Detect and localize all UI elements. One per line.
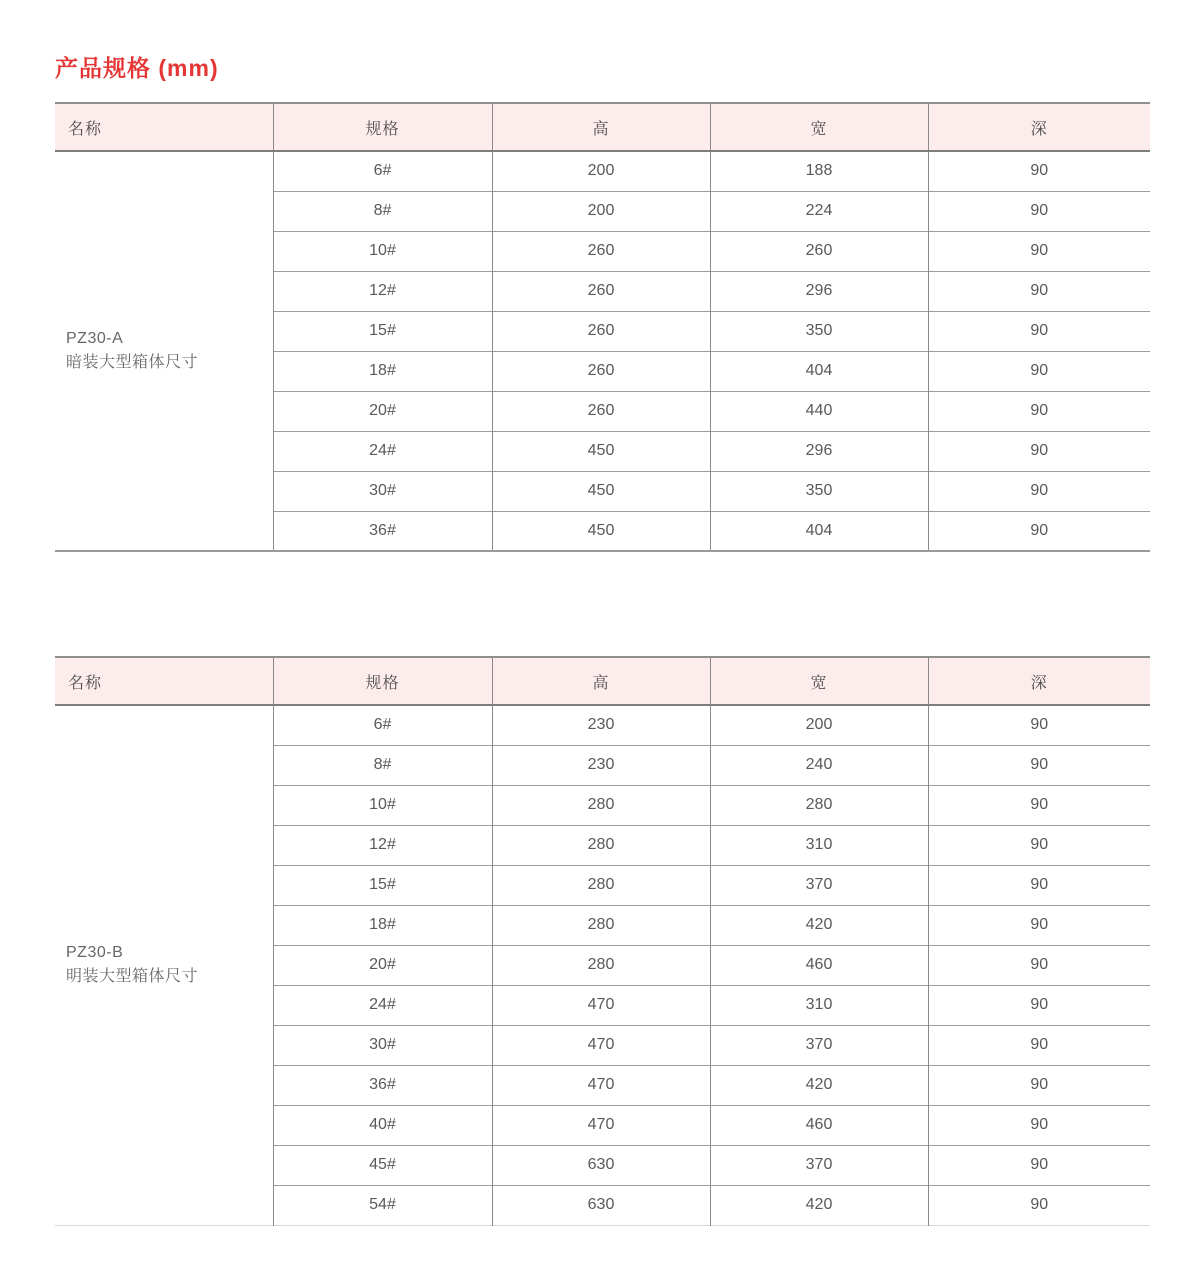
value-cell: 404 [710, 511, 928, 551]
value-cell: 90 [928, 905, 1150, 945]
product-model: PZ30-B [66, 944, 124, 962]
value-cell: 280 [710, 785, 928, 825]
value-cell: 260 [710, 231, 928, 271]
table-row [55, 151, 1150, 191]
value-cell: 40# [273, 1105, 492, 1145]
value-cell: 90 [928, 1145, 1150, 1185]
value-cell: 310 [710, 825, 928, 865]
column-header: 高 [492, 657, 710, 705]
value-cell: 440 [710, 391, 928, 431]
page-title: 产品规格 (mm) [55, 55, 219, 81]
value-cell: 470 [492, 1105, 710, 1145]
value-cell: 90 [928, 471, 1150, 511]
product-model: PZ30-A [66, 330, 124, 347]
value-cell: 450 [492, 511, 710, 551]
column-header: 高 [492, 103, 710, 151]
value-cell: 12# [273, 825, 492, 865]
value-cell: 30# [273, 1025, 492, 1065]
value-cell: 24# [273, 985, 492, 1025]
value-cell: 20# [273, 391, 492, 431]
value-cell: 6# [273, 151, 492, 191]
table-row [55, 705, 1150, 745]
value-cell: 460 [710, 945, 928, 985]
column-header: 深 [928, 657, 1150, 705]
value-cell: 350 [710, 471, 928, 511]
value-cell: 15# [273, 865, 492, 905]
value-cell: 24# [273, 431, 492, 471]
value-cell: 90 [928, 785, 1150, 825]
value-cell: 200 [710, 705, 928, 745]
value-cell: 90 [928, 231, 1150, 271]
column-header: 深 [928, 103, 1150, 151]
product-description: 暗装大型箱体尺寸 [66, 354, 199, 371]
value-cell: 90 [928, 1065, 1150, 1105]
column-header: 宽 [710, 657, 928, 705]
value-cell: 90 [928, 985, 1150, 1025]
value-cell: 370 [710, 865, 928, 905]
column-header: 名称 [55, 103, 273, 151]
product-name-cell [55, 705, 273, 1225]
value-cell: 90 [928, 191, 1150, 231]
value-cell: 90 [928, 745, 1150, 785]
value-cell: 90 [928, 945, 1150, 985]
value-cell: 90 [928, 1185, 1150, 1225]
value-cell: 260 [492, 351, 710, 391]
value-cell: 230 [492, 705, 710, 745]
value-cell: 404 [710, 351, 928, 391]
value-cell: 460 [710, 1105, 928, 1145]
header-row [55, 657, 1150, 705]
value-cell: 90 [928, 705, 1150, 745]
value-cell: 90 [928, 511, 1150, 551]
value-cell: 260 [492, 231, 710, 271]
value-cell: 280 [492, 945, 710, 985]
value-cell: 240 [710, 745, 928, 785]
value-cell: 90 [928, 351, 1150, 391]
value-cell: 54# [273, 1185, 492, 1225]
value-cell: 90 [928, 311, 1150, 351]
value-cell: 188 [710, 151, 928, 191]
value-cell: 450 [492, 471, 710, 511]
product-name-cell [55, 151, 273, 551]
value-cell: 20# [273, 945, 492, 985]
value-cell: 12# [273, 271, 492, 311]
value-cell: 36# [273, 511, 492, 551]
value-cell: 470 [492, 1025, 710, 1065]
value-cell: 90 [928, 151, 1150, 191]
value-cell: 90 [928, 1025, 1150, 1065]
value-cell: 420 [710, 905, 928, 945]
value-cell: 36# [273, 1065, 492, 1105]
value-cell: 90 [928, 271, 1150, 311]
value-cell: 230 [492, 745, 710, 785]
value-cell: 18# [273, 905, 492, 945]
value-cell: 296 [710, 431, 928, 471]
column-header: 规格 [273, 657, 492, 705]
column-header: 宽 [710, 103, 928, 151]
column-header: 规格 [273, 103, 492, 151]
value-cell: 200 [492, 191, 710, 231]
value-cell: 90 [928, 431, 1150, 471]
value-cell: 280 [492, 825, 710, 865]
value-cell: 370 [710, 1025, 928, 1065]
value-cell: 10# [273, 785, 492, 825]
value-cell: 310 [710, 985, 928, 1025]
value-cell: 90 [928, 865, 1150, 905]
column-header: 名称 [55, 657, 273, 705]
value-cell: 90 [928, 825, 1150, 865]
product-description: 明装大型箱体尺寸 [66, 968, 199, 986]
value-cell: 350 [710, 311, 928, 351]
value-cell: 30# [273, 471, 492, 511]
value-cell: 224 [710, 191, 928, 231]
value-cell: 260 [492, 311, 710, 351]
value-cell: 280 [492, 865, 710, 905]
value-cell: 280 [492, 785, 710, 825]
value-cell: 200 [492, 151, 710, 191]
header-row [55, 103, 1150, 151]
value-cell: 470 [492, 1065, 710, 1105]
spec-table-1 [55, 102, 1150, 552]
value-cell: 15# [273, 311, 492, 351]
value-cell: 90 [928, 391, 1150, 431]
value-cell: 10# [273, 231, 492, 271]
value-cell: 90 [928, 1105, 1150, 1145]
value-cell: 420 [710, 1185, 928, 1225]
spec-table-2 [55, 656, 1150, 1226]
value-cell: 370 [710, 1145, 928, 1185]
value-cell: 420 [710, 1065, 928, 1105]
value-cell: 45# [273, 1145, 492, 1185]
value-cell: 450 [492, 431, 710, 471]
value-cell: 470 [492, 985, 710, 1025]
value-cell: 630 [492, 1185, 710, 1225]
spec-tables [55, 102, 1200, 1226]
value-cell: 260 [492, 271, 710, 311]
value-cell: 630 [492, 1145, 710, 1185]
value-cell: 260 [492, 391, 710, 431]
value-cell: 280 [492, 905, 710, 945]
value-cell: 8# [273, 191, 492, 231]
value-cell: 296 [710, 271, 928, 311]
value-cell: 18# [273, 351, 492, 391]
value-cell: 6# [273, 705, 492, 745]
value-cell: 8# [273, 745, 492, 785]
